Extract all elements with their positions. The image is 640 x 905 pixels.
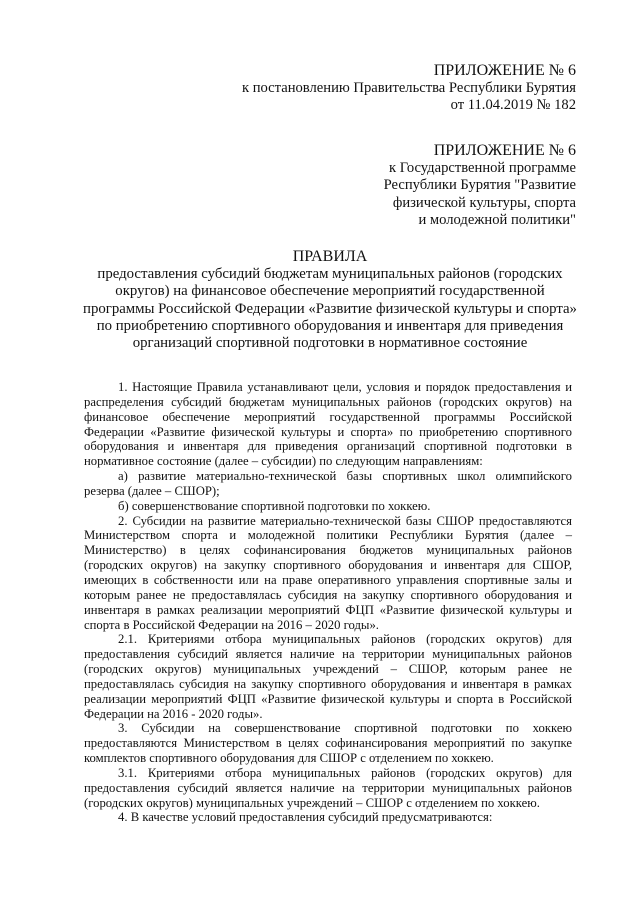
- appendix-line: от 11.04.2019 № 182: [450, 97, 576, 114]
- document-heading: ПРАВИЛА: [292, 248, 368, 265]
- paragraph-3: 3. Субсидии на совершенствование спортивной подготовки по хоккею предоставляются Министерством в целях софинансирования мероприятий по закупке комплектов спортивного оборудования для СШОР с отделением по хоккею.: [84, 721, 572, 766]
- paragraph-2-1: 2.1. Критериями отбора муниципальных районов (городских округов) для предоставления субсидий является наличие на территории муниципальных районов (городских округов) муниципальных учреждений – СШОР, которым ранее не предоставлялась субсидия на закупку спортивного оборудования и инвентаря в рамках реализации мероприятий ФЦП «Развитие физической культуры и спорта в Российской Федерации на 2016 - 2020 годы».: [84, 632, 572, 721]
- appendix-line: физической культуры, спорта: [392, 194, 576, 211]
- paragraph-3-1: 3.1. Критериями отбора муниципальных районов (городских округов) для предоставления субсидий является наличие на территории муниципальных районов (городских округов) муниципальных учреждений – СШОР с отделением по хоккею.: [84, 765, 572, 810]
- paragraph-1a: а) развитие материально-технической базы спортивных школ олимпийского резерва (далее – СШОР);: [84, 469, 572, 498]
- appendix-header-program: [384, 142, 576, 229]
- document-body: [84, 380, 572, 825]
- appendix-line: и молодежной политики": [418, 211, 576, 228]
- appendix-line: к постановлению Правительства Республики Бурятия: [241, 80, 576, 96]
- appendix-line: Республики Бурятия "Развитие: [383, 177, 576, 194]
- paragraph-1b: б) совершенствование спортивной подготовки по хоккею.: [118, 498, 431, 513]
- document-subtitle: предоставления субсидий бюджетам муниципальных районов (городских округов) на финансовое обеспечение мероприятий государственной программы Российской Федерации «Развитие физической культуры и спорта» по приобретению спортивного оборудования и инвентаря для приведения организаций спортивной подготовки в нормативное состояние: [83, 266, 577, 352]
- appendix-header-resolution: [242, 62, 576, 115]
- appendix-title: ПРИЛОЖЕНИЕ № 6: [433, 142, 576, 159]
- appendix-title: ПРИЛОЖЕНИЕ № 6: [433, 62, 576, 79]
- appendix-line: к Государственной программе: [388, 160, 576, 176]
- paragraph-1: 1. Настоящие Правила устанавливают цели, условия и порядок предоставления и распределения субсидий бюджетам муниципальных районов (городских округов) на финансовое обеспечение мероприятий государственной программы Российской Федерации «Развитие физической культуры и спорта» по приобретению спортивного оборудования и инвентаря для приведения организаций спортивной подготовки в нормативное состояние (далее – субсидии) по следующим направлениям:: [84, 380, 572, 469]
- paragraph-4: 4. В качестве условий предоставления субсидий предусматриваются:: [118, 810, 493, 825]
- paragraph-2: 2. Субсидии на развитие материально-технической базы СШОР предоставляются Министерством спорта и молодежной политики Республики Бурятия (далее – Министерство) в целях софинансирования бюджетов муниципальных районов (городских округов) на закупку спортивного оборудования и инвентаря для СШОР, имеющих в собственности или на праве оперативного управления спортивные залы и которым ранее не предоставлялась субсидия на закупку спортивного оборудования и инвентаря в рамках реализации мероприятий ФЦП «Развитие физической культуры и спорта в Российской Федерации на 2016 – 2020 годы».: [84, 513, 572, 632]
